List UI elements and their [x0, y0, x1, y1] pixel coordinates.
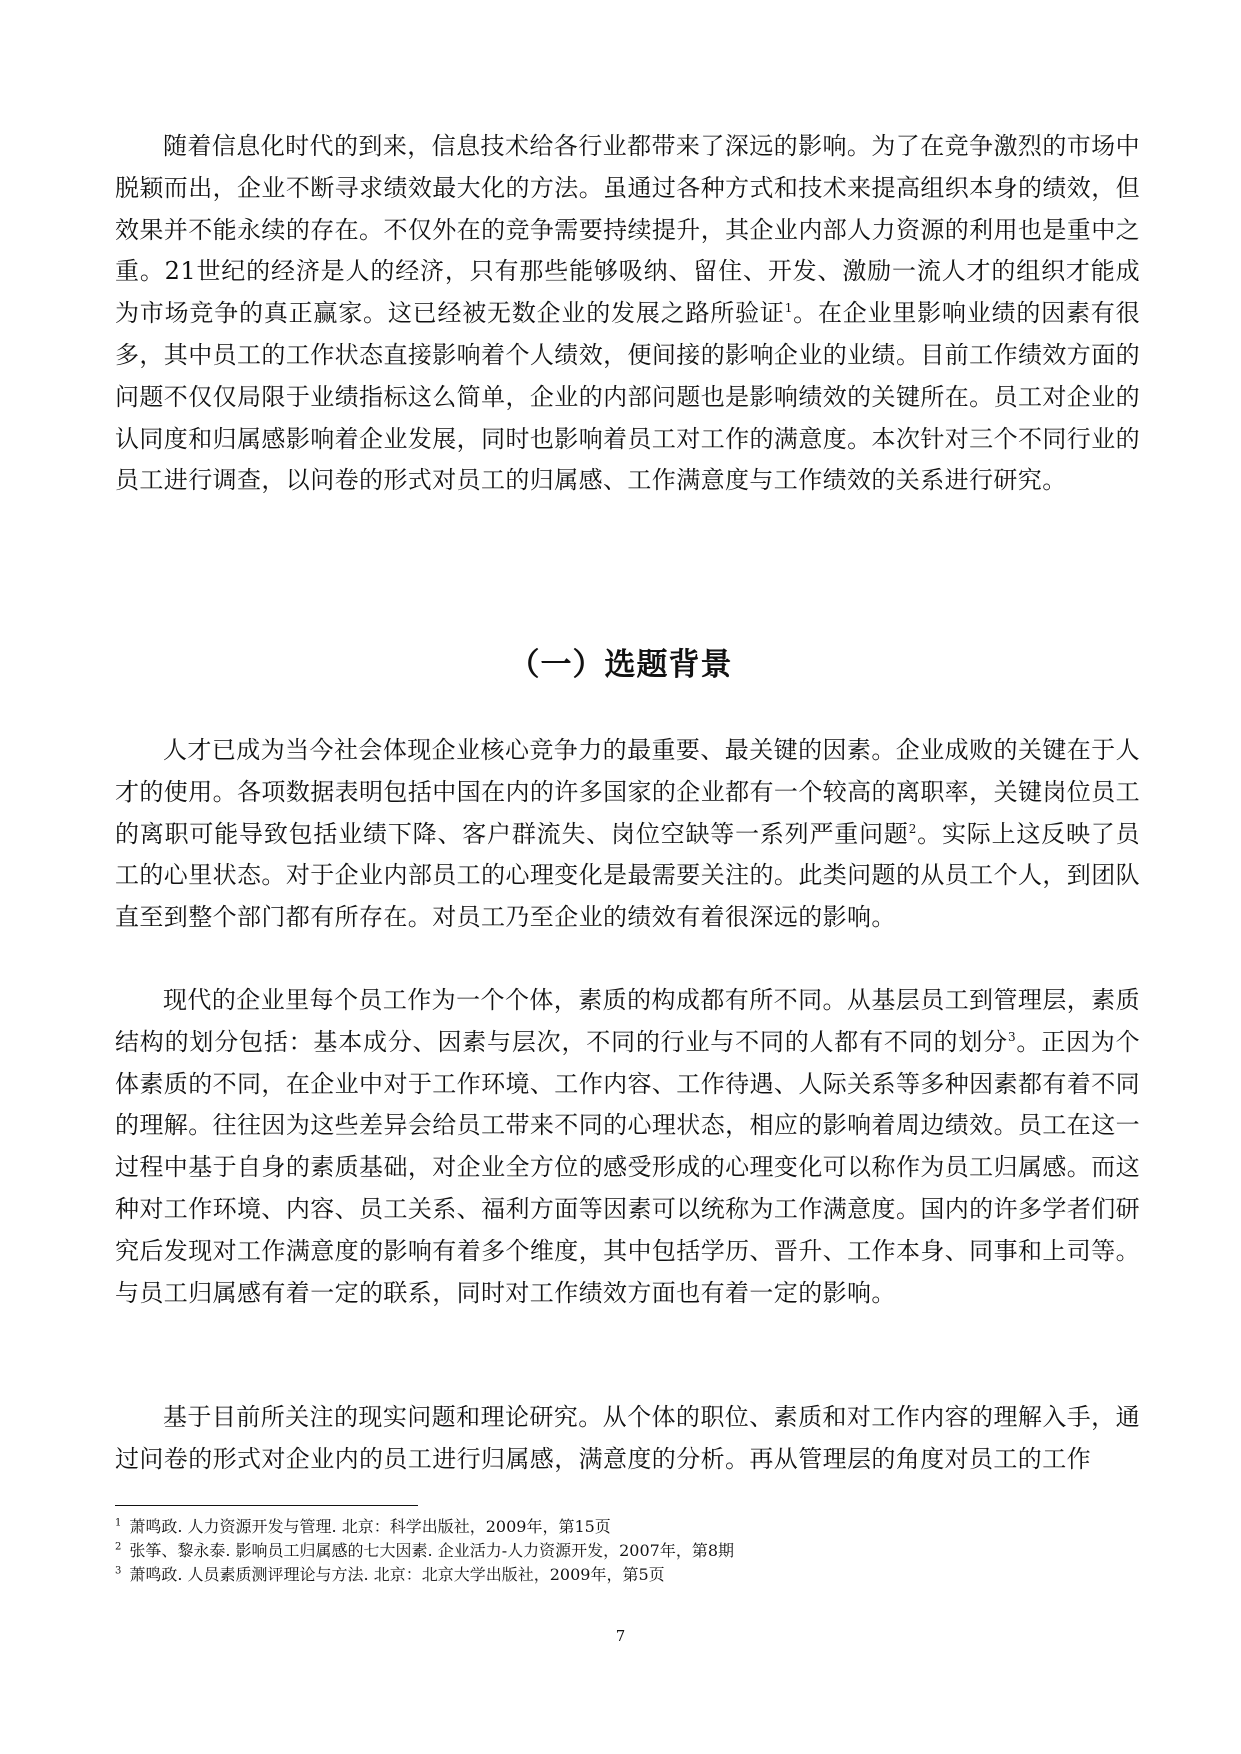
paragraph-employee-quality [115, 980, 1140, 1314]
section-heading: （一）选题背景 [508, 647, 733, 683]
paragraph-text: 。正因为个体素质的不同，在企业中对于工作环境、工作内容、工作待遇、人际关系等多种因素都有着不同的理解。往往因为这些差异会给员工带来不同的心理状态，相应的影响着周边绩效。员工在这一过程中基于自身的素质基础，对企业全方位的感受形成的心理变化可以称作为员工归属感。而这种对工作环境、内容、员工关系、福利方面等因素可以统称为工作满意度。国内的许多学者们研究后发现对工作满意度的影响有着多个维度，其中包括学历、晋升、工作本身、同事和上司等。与员工归属感有着一定的联系，同时对工作绩效方面也有着一定的影响。 [115, 1027, 1141, 1307]
paragraph-text: 人才已成为当今社会体现企业核心竞争力的最重要、最关键的因素。企业成败的关键在于人才的使用。各项数据表明包括中国在内的许多国家的企业都有一个较高的离职率，关键岗位员工的离职可能导致包括业绩下降、客户群流失、岗位空缺等一系列严重问题 [115, 736, 1140, 848]
footnote-divider [115, 1505, 418, 1506]
footnote-1 [115, 1515, 1140, 1539]
footnote-ref-1[interactable]: 1 [784, 301, 793, 316]
footnote-number: 3 [115, 1565, 122, 1577]
footnote-text: 张筝、黎永泰. 影响员工归属感的七大因素. 企业活力-人力资源开发，2007年，第8期 [129, 1541, 735, 1560]
footnotes [115, 1515, 1140, 1587]
footnote-ref-3[interactable]: 3 [1007, 1029, 1016, 1044]
footnote-3 [115, 1563, 1140, 1587]
footnote-number: 1 [115, 1517, 122, 1529]
footnote-text: 萧鸣政. 人力资源开发与管理. 北京：科学出版社，2009年，第15页 [129, 1517, 611, 1536]
paragraph-talent [115, 730, 1140, 939]
page-number: 7 [615, 1627, 626, 1645]
paragraph-text: 。在企业里影响业绩的因素有很多，其中员工的工作状态直接影响着个人绩效，便间接的影响企业的业绩。目前工作绩效方面的问题不仅仅局限于业绩指标这么简单，企业的内部问题也是影响绩效的关键所在。员工对企业的认同度和归属感影响着企业发展，同时也影响着员工对工作的满意度。本次针对三个不同行业的员工进行调查，以问卷的形式对员工的归属感、工作满意度与工作绩效的关系进行研究。 [115, 299, 1140, 495]
paragraph-intro [115, 126, 1140, 502]
footnote-text: 萧鸣政. 人员素质测评理论与方法. 北京：北京大学出版社，2009年，第5页 [129, 1565, 665, 1584]
footnote-2 [115, 1539, 1140, 1563]
paragraph-research-approach: 基于目前所关注的现实问题和理论研究。从个体的职位、素质和对工作内容的理解入手，通过问卷的形式对企业内的员工进行归属感，满意度的分析。再从管理层的角度对员工的工作 [115, 1403, 1140, 1473]
paragraph-text: 现代的企业里每个员工作为一个个体，素质的构成都有所不同。从基层员工到管理层，素质结构的划分包括：基本成分、因素与层次，不同的行业与不同的人都有不同的划分 [115, 986, 1140, 1056]
footnote-number: 2 [115, 1541, 122, 1553]
paragraph-text: 。实际上这反映了员工的心里状态。对于企业内部员工的心理变化是最需要关注的。此类问题的从员工个人，到团队直至到整个部门都有所存在。对员工乃至企业的绩效有着很深远的影响。 [115, 819, 1140, 932]
paragraph-text: 随着信息化时代的到来，信息技术给各行业都带来了深远的影响。为了在竞争激烈的市场中脱颖而出，企业不断寻求绩效最大化的方法。虽通过各种方式和技术来提高组织本身的绩效，但效果并不能永续的存在。不仅外在的竞争需要持续提升，其企业内部人力资源的利用也是重中之重。21世纪的经济是人的经济，只有那些能够吸纳、留住、开发、激励一流人才的组织才能成为市场竞争的真正赢家。这已经被无数企业的发展之路所验证 [115, 132, 1140, 328]
footnote-ref-2[interactable]: 2 [908, 821, 917, 836]
